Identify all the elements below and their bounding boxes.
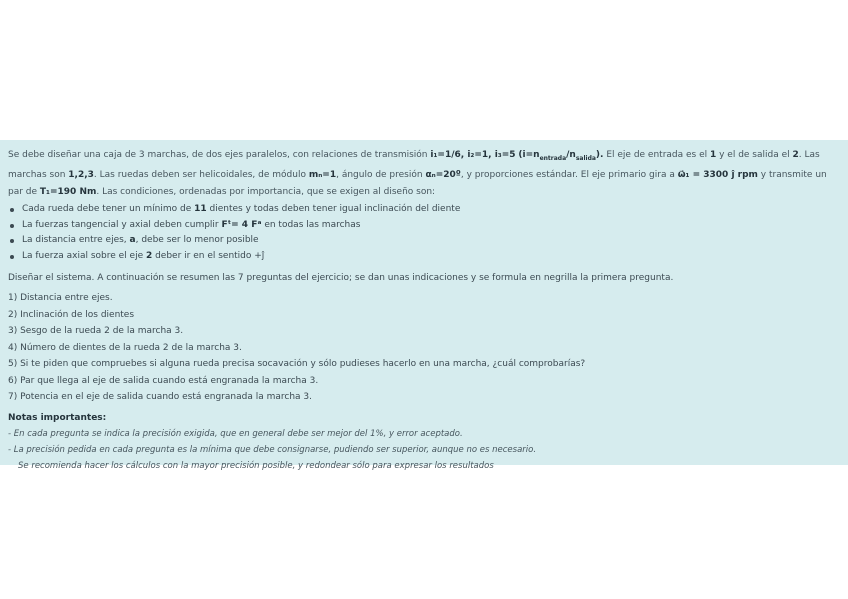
input-torque: T₁=190 Nm (39, 186, 97, 197)
question-item: 2) Inclinación de los dientes (8, 309, 135, 320)
note-item: - En cada pregunta se indica la precisión exigida, que en general debe ser mejor del 1%, y error aceptado. (8, 428, 463, 439)
problem-statement (8, 147, 840, 200)
note-item: Se recomienda hacer los cálculos con la mayor precisión posible, y redondear sólo para expresar los resultados (18, 460, 494, 471)
intro-text-1: Se debe diseñar una caja de 3 marchas, de dos ejes paralelos, con relaciones de transmisión (8, 150, 431, 160)
bullet-icon (10, 208, 14, 212)
condition-item: Cada rueda debe tener un mínimo de 11 dientes y todas deben tener igual inclinación del diente (8, 202, 840, 218)
intro-text-7: , y proporciones estándar. El eje primario gira a (460, 170, 678, 181)
intro-text-5: . Las ruedas deben ser helicoidales, de módulo (93, 170, 309, 181)
exercise-panel (0, 140, 848, 471)
input-axis: 1 (709, 150, 717, 160)
intro-text-6: , ángulo de presión (336, 170, 426, 181)
bullet-icon (10, 239, 14, 243)
intro-text-9: . Las condiciones, ordenadas por importancia, que se exigen al diseño son: (96, 186, 436, 197)
ratio-definition: $(i=n_{entrada}/n_{salida})$. (518, 150, 604, 162)
notes-title: Notas importantes: (8, 412, 107, 423)
bullet-icon (10, 255, 14, 259)
intro-text-4: . Las marchas son (8, 150, 820, 181)
shaft-speed: ω⃗₁ = 3300 ĵ rpm (677, 170, 758, 181)
bullet-icon (10, 224, 14, 228)
gear-list: 1,2,3 (68, 170, 94, 181)
question-item: 3) Sesgo de la rueda 2 de la marcha 3. (8, 326, 184, 337)
note-item: - La precisión pedida en cada pregunta es la mínima que debe consignarse, pudiendo ser superior, aunque no es necesario. (8, 444, 537, 455)
question-item: 7) Potencia en el eje de salida cuando está engranada la marcha 3. (8, 392, 312, 403)
condition-item: La fuerza axial sobre el eje 2 deber ir en el sentido +ĵ (8, 249, 840, 265)
pressure-angle: αₙ=20º (425, 170, 461, 181)
question-item: 6) Par que llega al eje de salida cuando está engranada la marcha 3. (8, 375, 319, 386)
question-list (8, 290, 840, 406)
summary-text: Diseñar el sistema. A continuación se resumen las 7 preguntas del ejercicio; se dan unas indicaciones y se formula en negrilla la primera pregunta. (8, 273, 674, 284)
condition-item: La distancia entre ejes, a, debe ser lo menor posible (8, 233, 840, 249)
intro-text-3: y el de salida el (716, 150, 793, 160)
intro-text-2: El eje de entrada es el (603, 150, 710, 160)
gear-module: mₙ=1 (308, 170, 337, 181)
transmission-ratios: i₁=1/6, i₂=1, i₃=5 (430, 150, 516, 160)
intro-text-8: y transmite un par de (8, 170, 827, 197)
question-item: 5) Si te piden que compruebes si alguna rueda precisa socavación y sólo pudieses hacerlo en una marcha, ¿cuál comprobarías? (8, 359, 586, 370)
question-item: 1) Distancia entre ejes. (8, 293, 113, 304)
question-item: 4) Número de dientes de la rueda 2 de la marcha 3. (8, 342, 242, 353)
design-conditions (8, 202, 840, 264)
condition-item: La fuerzas tangencial y axial deben cumplir Fᵗ= 4 Fᵃ en todas las marchas (8, 218, 840, 234)
output-axis: 2 (792, 150, 799, 160)
